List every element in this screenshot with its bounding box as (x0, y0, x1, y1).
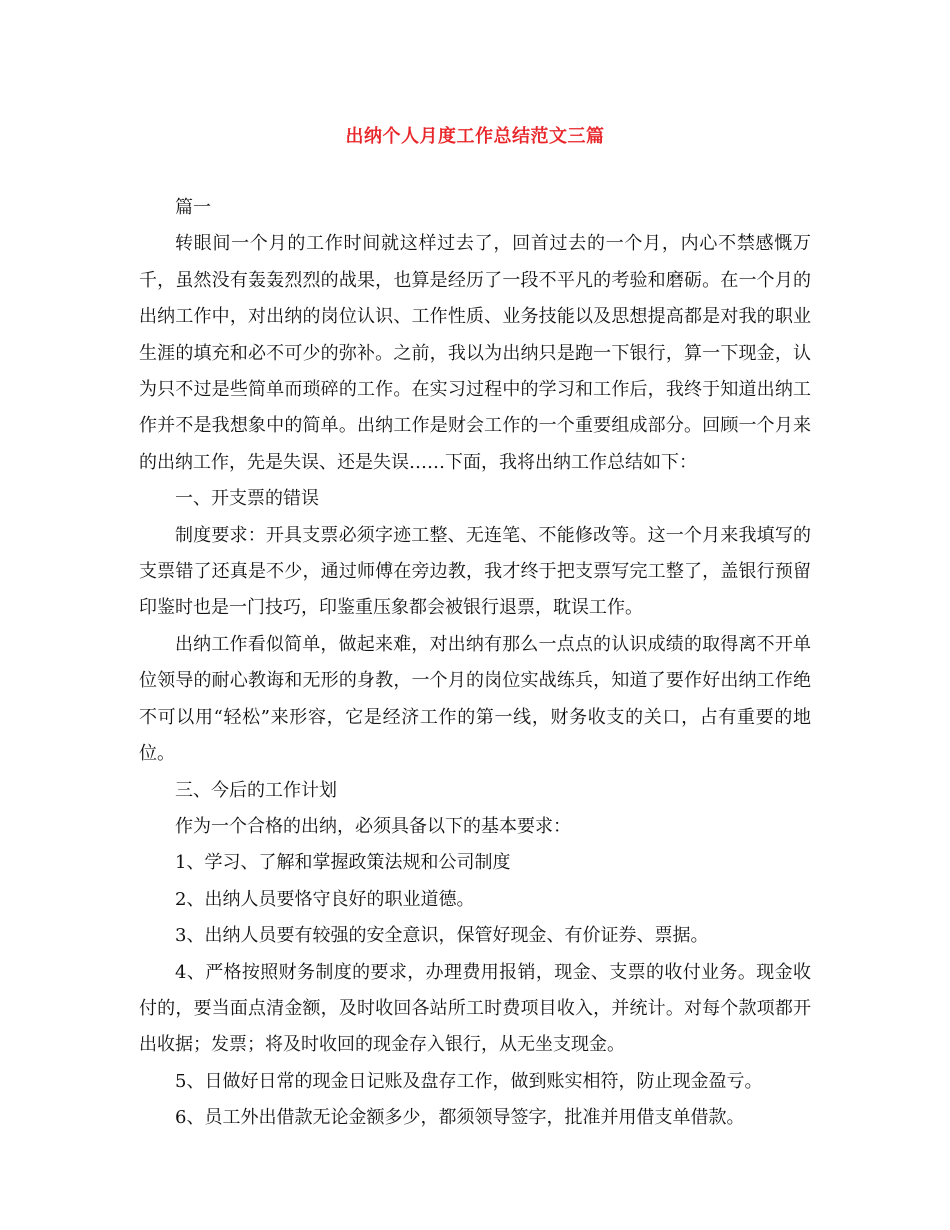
section-heading-check-errors: 一、开支票的错误 (175, 488, 319, 510)
list-item-2: 2、出纳人员要恪守良好的职业道德。 (175, 888, 475, 910)
paragraph-cashier-reflection: 出纳工作看似简单，做起来难，对出纳有那么一点点的认识成绩的取得离不开单位领导的耐心教诲和无形的身教，一个月的岗位实战练兵，知道了要作好出纳工作绝不可以用“轻松”来形容，它是经济工作的第一线，财务收支的关口，占有重要的地位。 (139, 633, 811, 765)
list-item-3: 3、出纳人员要有较强的安全意识，保管好现金、有价证券、票据。 (175, 925, 709, 947)
list-item-4: 4、严格按照财务制度的要求，办理费用报销，现金、支票的收付业务。现金收付的，要当面点清金额，及时收回各站所工时费项目收入，并统计。对每个款项都开出收据；发票；将及时收回的现金存入银行，从无坐支现金。 (139, 961, 811, 1056)
list-item-5: 5、日做好日常的现金日记账及盘存工作，做到账实相符，防止现金盈亏。 (175, 1070, 763, 1092)
section-heading-work-plan: 三、今后的工作计划 (175, 779, 337, 801)
list-item-1: 1、学习、了解和掌握政策法规和公司制度 (175, 852, 511, 874)
paragraph-intro: 转眼间一个月的工作时间就这样过去了，回首过去的一个月，内心不禁感慨万千，虽然没有轰轰烈烈的战果，也算是经历了一段不平凡的考验和磨砺。在一个月的出纳工作中，对出纳的岗位认识、工作性质、业务技能以及思想提高都是对我的职业生涯的填充和必不可少的弥补。之前，我以为出纳只是跑一下银行，算一下现金，认为只不过是些简单而琐碎的工作。在实习过程中的学习和工作后，我终于知道出纳工作并不是我想象中的简单。出纳工作是财会工作的一个重要组成部分。回顾一个月来的出纳工作，先是失误、还是失误……下面，我将出纳工作总结如下： (139, 233, 811, 473)
document-title: 出纳个人月度工作总结范文三篇 (345, 126, 605, 147)
paragraph-requirements-intro: 作为一个合格的出纳，必须具备以下的基本要求： (175, 815, 571, 837)
paragraph-check-rules: 制度要求：开具支票必须字迹工整、无连笔、不能修改等。这一个月来我填写的支票错了还真是不少，通过师傅在旁边教，我才终于把支票写完工整了，盖银行预留印鉴时也是一门技巧，印鉴重压象都会被银行退票，耽误工作。 (139, 524, 811, 619)
document-body (139, 190, 811, 1137)
paragraph-part-one-heading: 篇一 (175, 197, 211, 218)
list-item-6: 6、员工外出借款无论金额多少，都须领导签字，批准并用借支单借款。 (175, 1107, 745, 1129)
